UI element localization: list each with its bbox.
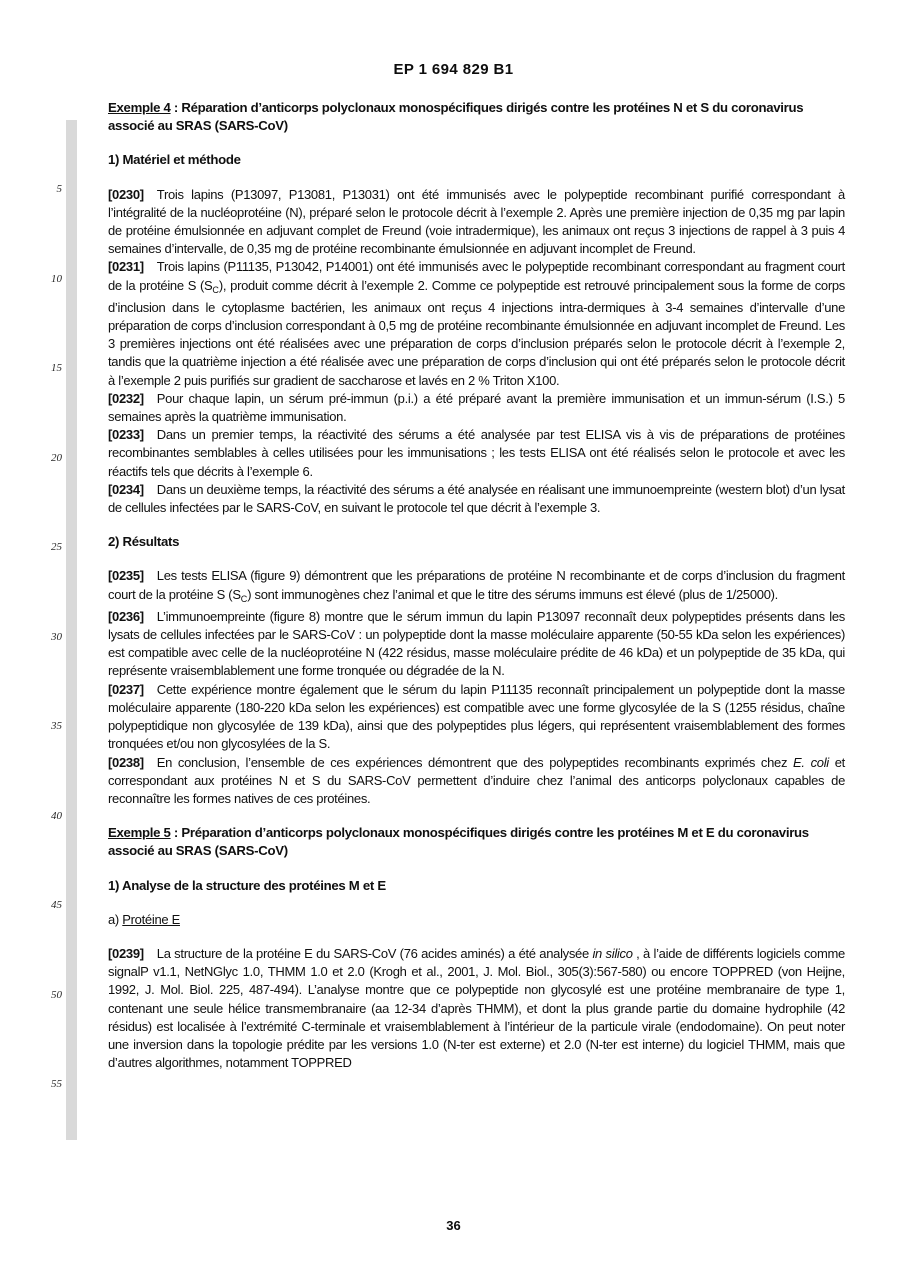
text-segment: 2) Résultats [108,534,180,550]
paragraph-number-label: [0239] [108,945,144,961]
paragraph-number-label: [0237] [108,681,144,697]
margin-line-number: 5 [56,183,62,195]
text-segment: Pour chaque lapin, un sérum pré-immun (p.i.) a été préparé avant la première immunisation et un immun-sérum (I.S.) 5 semaines après la quatrième immunisation. [108,390,845,425]
materiel-methode-heading [108,151,845,169]
paragraph-0233 [108,426,845,481]
text-segment: Trois lapins (P11135, P13042, P14001) ont été immunisés avec le polypeptide recombinant correspondant au fragment court de la protéine S (S [108,259,845,293]
paragraph-0238 [108,754,845,809]
paragraph-0235 [108,567,845,607]
text-segment: 1) Analyse de la structure des protéines M et E [108,877,386,893]
text-segment: , à l’aide de différents logiciels comme signalP v1.1, NetNGlyc 1.0, THMM 1.0 et 2.0 (Krogh et al., 2001, J. Mol. Biol., 305(3):567-580) ou encore TOPPRED (von Heijne, 1992, J. Mol. Biol. 225, 487-494). L’analyse montre que ce polypeptide non glycosylé est une protéine membranaire de type 1, contenant une seule hélice transmembranaire (aa 12-34 d’après THMM), et dont la plus grande partie du domaine hydrophile (42 résidus) est localisée à l’extrémité C-terminale et vraisemblablement à l’intérieur de la particule virale (endodomaine). On peut noter une inversion dans la topologie prédite par les versions 1.0 (N-ter est externe) et 2.0 (N-ter est interne) du logiciel THMM, mais que d’autres algorithmes, notamment TOPPRED [108,945,845,1071]
text-segment: : Réparation d’anticorps polyclonaux monospécifiques dirigés contre les protéines N et S du coronavirus associé au SRAS (SARS-CoV) [108,100,804,134]
margin-line-number: 50 [51,988,62,1001]
paragraph-0237 [108,681,845,754]
text-segment: Exemple 4 [108,100,171,115]
paragraph-number-label: [0235] [108,568,144,584]
text-segment: et correspondant aux protéines N et S du SARS-CoV permettent d’induire chez l’animal des anticorps polyclonaux capables de reconnaître les formes natives de ces protéines. [108,754,845,806]
example-4-title [108,99,845,135]
margin-line-number: 20 [51,451,62,464]
margin-line-number: 55 [51,1078,62,1090]
analyse-structure-heading [108,877,845,895]
text-segment: : Préparation d’anticorps polyclonaux monospécifiques dirigés contre les protéines M et E du coronavirus associé au SRAS (SARS-CoV) [108,825,809,859]
text-segment: La structure de la protéine E du SARS-CoV (76 acides aminés) a été analysée [156,945,593,961]
text-segment: C [240,593,248,604]
paragraph-number-label: [0236] [108,608,144,624]
text-segment: a) [108,911,123,927]
margin-line-number: 40 [51,809,62,822]
text-segment: Cette expérience montre également que le sérum du lapin P11135 reconnaît principalement un polypeptide dont la masse moléculaire apparente (180-220 kDa selon les expériences) est compatible avec une forme glycosylée de la S (1255 résidus, chaîne polypeptidique non glycosylée de 139 kDa), ainsi que des polypeptides plus légers, qui représentent vraisemblablement des formes tronquées et/ou non glycosylées de la S. [108,681,845,752]
document-body [108,99,845,1072]
paragraph-0234 [108,481,845,517]
text-segment: Les tests ELISA (figure 9) démontrent que les préparations de protéine N recombinante et de corps d’inclusion du fragment court de la protéine S (S [108,568,845,602]
margin-line-number: 25 [51,541,62,553]
paragraph-0231 [108,258,845,389]
paragraph-number-label: [0238] [108,754,144,770]
text-segment: En conclusion, l’ensemble de ces expériences démontrent que des polypeptides recombinants exprimés chez [156,754,794,770]
text-segment: L’immunoempreinte (figure 8) montre que le sérum immun du lapin P13097 reconnaît deux polypeptides présents dans les lysats de cellules infectées par le SARS-CoV : un polypeptide dont la masse moléculaire apparente (50-55 kDa selon les expériences) est compatible avec celle de la nucléoprotéine N (422 résidus, masse moléculaire prédite de 46 kDa) et un polypeptide de 35 kDa, qui représente vraisemblablement une forme tronquée ou dégradée de la N. [108,608,845,679]
paragraph-number-label: [0233] [108,427,144,443]
paragraph-number-label: [0230] [108,186,144,202]
paragraph-0232 [108,390,845,426]
margin-line-number: 30 [51,630,62,643]
text-segment: Trois lapins (P13097, P13081, P13031) ont été immunisés avec le polypeptide recombinant purifié correspondant à l’intégralité de la nucléoprotéine (N), préparé selon le protocole décrit à l’exemple 2. Après une première injection de 0,35 mg par lapin de protéine émulsionnée en adjuvant complet de Freund (voie intradermique), les animaux ont reçus 3 injections de rappel à 3 puis 4 semaines d’intervalle, de 0,35 mg de protéine recombinante émulsionnée en adjuvant incomplet de Freund. [108,186,845,257]
text-segment: E. coli [793,754,829,770]
paragraph-0236 [108,608,845,681]
text-segment: Protéine E [122,911,180,927]
text-segment: in silico [592,945,633,961]
page-number: 36 [446,1218,461,1233]
margin-line-number: 45 [51,899,62,911]
paragraph-number-label: [0231] [108,259,144,275]
paragraph-number-label: [0234] [108,481,144,497]
text-segment: Exemple 5 [108,825,171,841]
scan-edge-stripe [66,120,77,1140]
margin-line-number: 10 [51,272,62,285]
text-segment: ) sont immunogènes chez l’animal et que le titre des sérums immuns est élevé (plus de 1/25000). [247,586,778,602]
resultats-heading [108,533,845,551]
example-5-title [108,824,845,860]
text-segment: Dans un deuxième temps, la réactivité des sérums a été analysée en réalisant une immunoempreinte (western blot) d’un lysat de cellules infectées par le SARS-CoV, en suivant le protocole tel que décrit à l’exemple 3. [108,481,845,516]
text-segment: ), produit comme décrit à l’exemple 2. Comme ce polypeptide est retrouvé principalement sous la forme de corps d’inclusion dans le cytoplasme bactérien, les animaux ont reçus 4 injections intra-dermiques à 3-4 semaines d’intervalle d’une préparation de corps d’inclusion correspondant à 0,5 mg de protéine recombinante émulsionnée en adjuvant incomplet de Freund. Les 3 premières injections ont été réalisées avec une préparation de corps d’inclusion préparés selon le protocole décrit à l’exemple 2, tandis que la quatrième injection a été réalisée avec une préparation de corps d’inclusion qui ont été préparés selon le protocole décrit à l’exemple 2 puis purifiés sur gradient de saccharose et lavés en 2 % Triton X100. [108,277,845,388]
margin-line-number: 35 [51,720,62,732]
publication-number-header: EP 1 694 829 B1 [393,61,514,78]
text-segment: C [212,284,219,295]
paragraph-0239 [108,945,845,1072]
text-segment: Dans un premier temps, la réactivité des sérums a été analysée par test ELISA vis à vis de préparations de protéines recombinantes semblables à celles utilisées pour les immunisations ; les tests ELISA ont été réalisés selon le protocole et avec les réactifs tels que décrits à l’exemple 6. [108,427,845,479]
proteine-e-subheading [108,911,845,929]
paragraph-number-label: [0232] [108,390,144,406]
margin-line-number: 15 [51,362,62,374]
paragraph-0230 [108,186,845,259]
text-segment: 1) Matériel et méthode [108,152,241,168]
